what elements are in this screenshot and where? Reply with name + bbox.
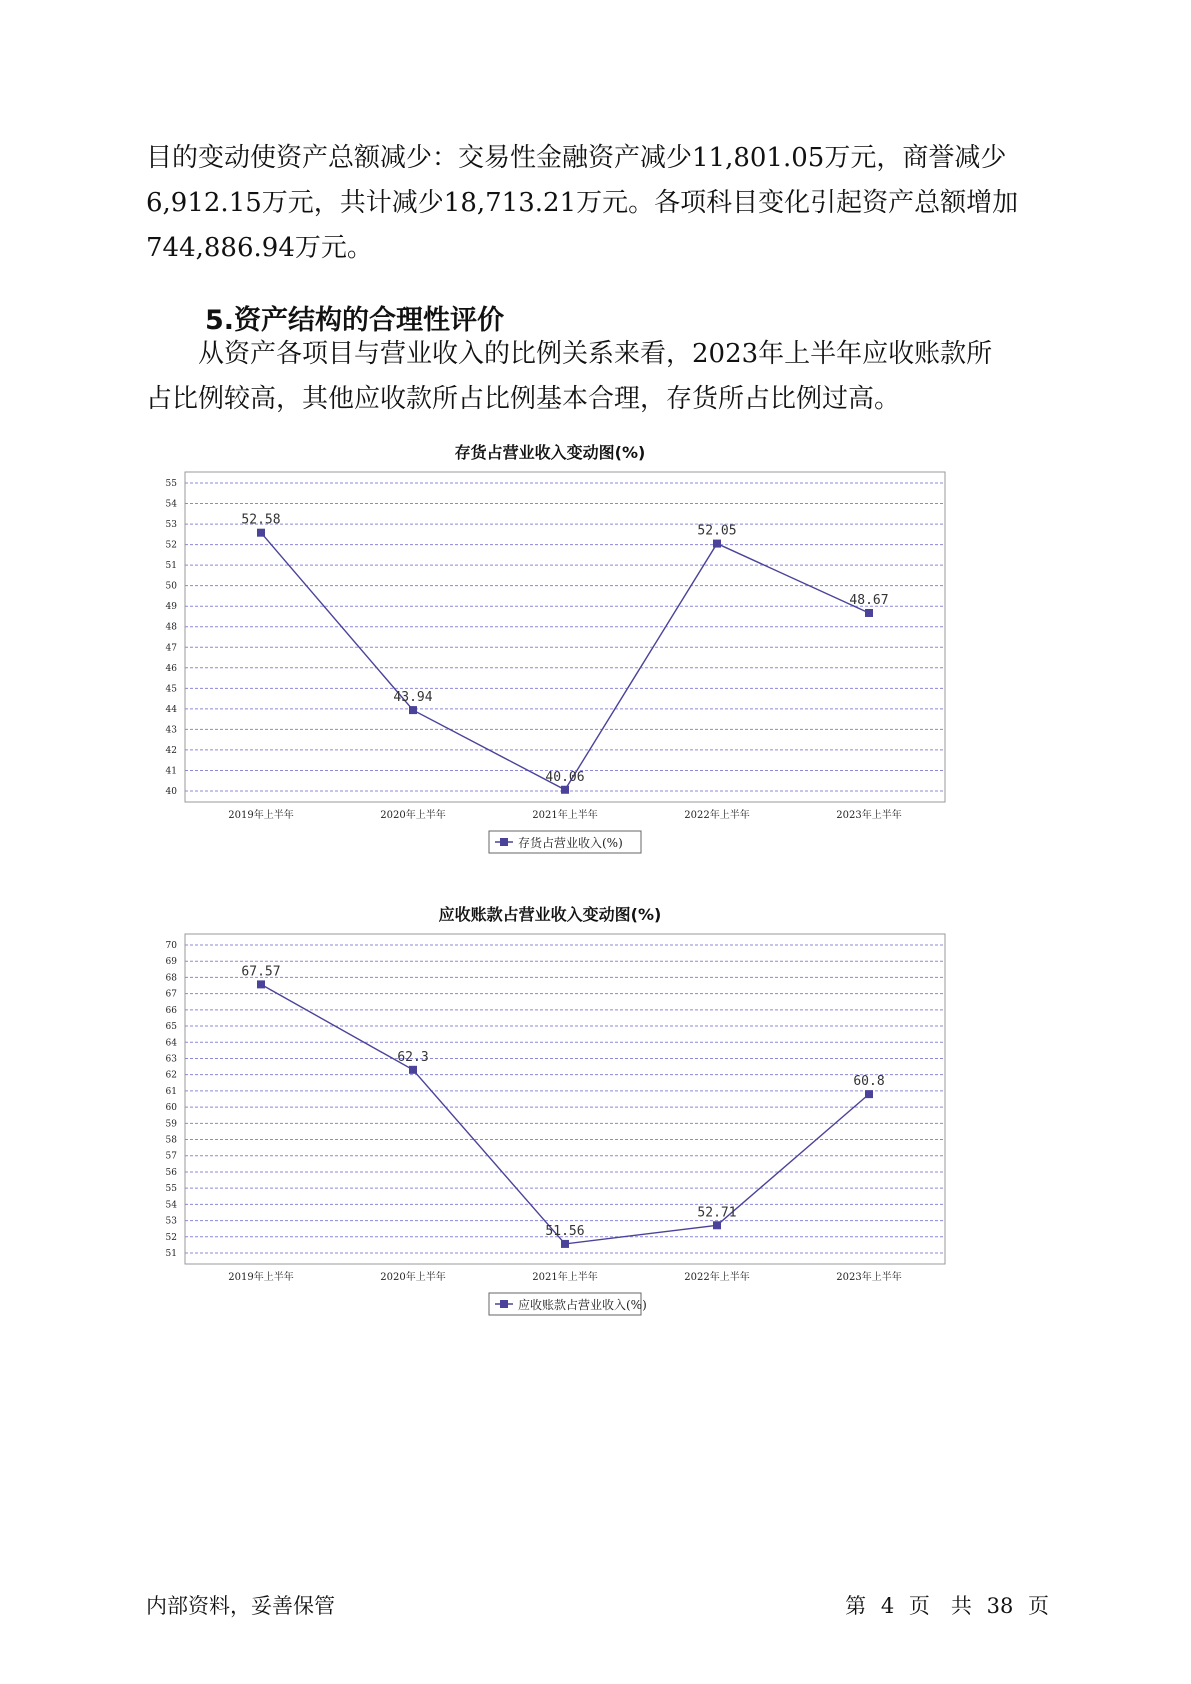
plot-frame — [185, 472, 945, 802]
data-label: 60.8 — [853, 1074, 885, 1090]
y-tick-label: 64 — [165, 1038, 177, 1049]
paragraph-asset-change — [146, 136, 1051, 271]
page-mid: 页 共 — [908, 1594, 972, 1618]
y-tick-label: 40 — [165, 787, 177, 797]
data-label: 52.71 — [697, 1205, 737, 1221]
y-tick-label: 49 — [165, 602, 177, 613]
data-point — [561, 1240, 569, 1248]
inventory-ratio-chart-svg — [150, 438, 1050, 868]
x-tick-label: 2023年上半年 — [836, 1272, 902, 1283]
y-tick-label: 54 — [165, 499, 177, 510]
footer-confidential-note: 内部资料，妥善保管 — [146, 1594, 335, 1618]
x-tick-label: 2020年上半年 — [380, 1272, 446, 1283]
x-tick-label: 2020年上半年 — [380, 810, 446, 821]
y-tick-label: 56 — [165, 1167, 177, 1178]
data-point — [409, 706, 417, 714]
data-label: 43.94 — [393, 690, 433, 706]
x-tick-label: 2021年上半年 — [532, 810, 598, 821]
y-tick-label: 45 — [165, 684, 177, 695]
total-pages: 38 — [986, 1594, 1014, 1618]
data-label: 52.05 — [697, 523, 737, 539]
y-tick-label: 52 — [165, 1232, 177, 1243]
paragraph-line: 目的变动使资产总额减少：交易性金融资产减少11,801.05万元，商誉减少 — [146, 143, 1007, 173]
y-tick-label: 63 — [165, 1054, 177, 1065]
receivables-ratio-chart-svg — [150, 900, 1050, 1330]
y-tick-label: 43 — [165, 725, 177, 736]
legend-label: 存货占营业收入(%) — [518, 836, 623, 850]
x-tick-label: 2023年上半年 — [836, 810, 902, 821]
data-point — [561, 786, 569, 794]
legend-marker — [500, 1300, 508, 1308]
y-tick-label: 59 — [165, 1119, 177, 1130]
y-tick-label: 69 — [165, 957, 177, 968]
y-tick-label: 55 — [165, 479, 177, 489]
y-tick-label: 50 — [165, 581, 177, 592]
y-tick-label: 61 — [165, 1086, 177, 1097]
y-tick-label: 70 — [165, 941, 177, 951]
y-tick-label: 55 — [165, 1184, 177, 1195]
y-tick-label: 57 — [165, 1151, 177, 1162]
y-tick-label: 62 — [165, 1070, 177, 1081]
paragraph-line: 6,912.15万元，共计减少18,713.21万元。各项科目变化引起资产总额增加 — [146, 188, 1019, 218]
data-point — [409, 1066, 417, 1074]
y-tick-label: 68 — [165, 973, 177, 984]
x-tick-label: 2021年上半年 — [532, 1272, 598, 1283]
data-label: 62.3 — [397, 1049, 429, 1065]
current-page: 4 — [880, 1594, 895, 1618]
data-point — [713, 540, 721, 548]
data-label: 40.06 — [545, 769, 585, 785]
data-point — [865, 609, 873, 617]
data-label: 67.57 — [241, 964, 281, 980]
y-tick-label: 58 — [165, 1135, 177, 1146]
inventory-ratio-chart — [150, 438, 1050, 868]
y-tick-label: 44 — [165, 704, 177, 715]
y-tick-label: 51 — [165, 561, 177, 572]
data-label: 48.67 — [849, 592, 889, 608]
chart-title: 存货占营业收入变动图(%) — [454, 443, 646, 462]
paragraph-asset-structure — [146, 332, 1051, 422]
x-tick-label: 2022年上半年 — [684, 810, 750, 821]
data-label: 52.58 — [241, 512, 281, 528]
paragraph-line: 744,886.94万元。 — [146, 233, 373, 263]
data-label: 51.56 — [545, 1223, 585, 1239]
page-suffix: 页 — [1028, 1594, 1049, 1618]
y-tick-label: 66 — [165, 1005, 177, 1016]
y-tick-label: 54 — [165, 1200, 177, 1211]
x-tick-label: 2019年上半年 — [228, 810, 294, 821]
footer-page-number — [843, 1590, 1051, 1620]
data-point — [713, 1221, 721, 1229]
y-tick-label: 65 — [165, 1022, 177, 1033]
receivables-ratio-chart — [150, 900, 1050, 1330]
x-tick-label: 2019年上半年 — [228, 1272, 294, 1283]
paragraph-line: 占比例较高，其他应收款所占比例基本合理，存货所占比例过高。 — [146, 384, 901, 414]
y-tick-label: 52 — [165, 540, 177, 551]
x-tick-label: 2022年上半年 — [684, 1272, 750, 1283]
paragraph-line: 从资产各项目与营业收入的比例关系来看，2023年上半年应收账款所 — [146, 339, 993, 369]
section-heading: 5.资产结构的合理性评价 — [205, 305, 505, 336]
y-tick-label: 47 — [165, 643, 177, 654]
data-point — [865, 1090, 873, 1098]
page-prefix: 第 — [845, 1594, 867, 1618]
y-tick-label: 67 — [165, 989, 177, 1000]
y-tick-label: 41 — [165, 766, 177, 777]
y-tick-label: 53 — [165, 1216, 177, 1227]
y-tick-label: 48 — [165, 622, 177, 633]
data-point — [257, 529, 265, 537]
y-tick-label: 60 — [165, 1103, 177, 1114]
y-tick-label: 46 — [165, 663, 177, 674]
legend-marker — [500, 838, 508, 846]
y-tick-label: 53 — [165, 520, 177, 531]
y-tick-label: 42 — [165, 745, 177, 756]
plot-frame — [185, 934, 945, 1264]
legend-label: 应收账款占营业收入(%) — [518, 1298, 647, 1312]
data-point — [257, 980, 265, 988]
chart-title: 应收账款占营业收入变动图(%) — [438, 905, 662, 924]
y-tick-label: 51 — [165, 1249, 177, 1259]
